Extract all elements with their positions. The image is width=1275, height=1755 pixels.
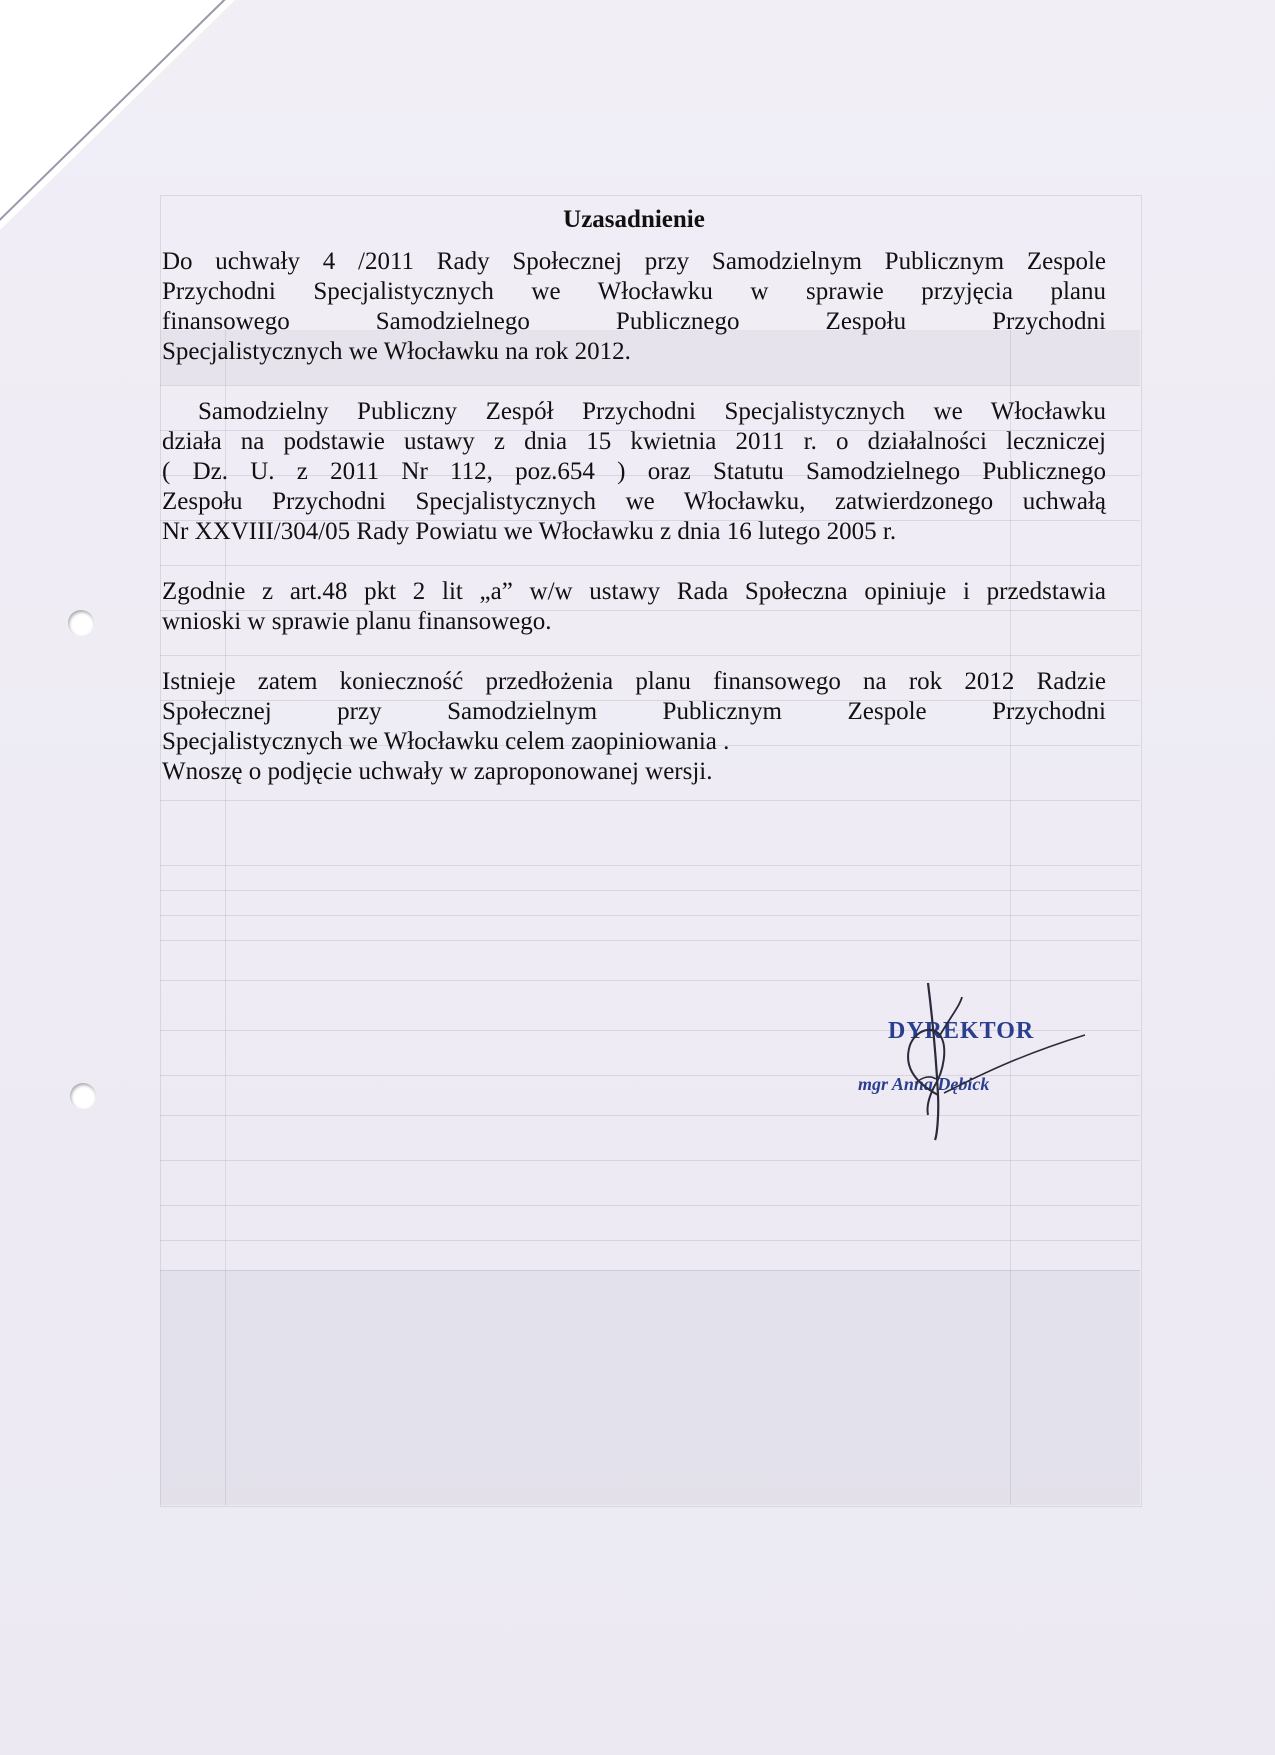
paragraph-gap [162, 367, 1106, 397]
bleed-through-row [160, 915, 1140, 916]
text-line: Wnoszę o podjęcie uchwały w zaproponowanej wersji. [162, 758, 713, 785]
punch-hole-bottom [70, 1083, 96, 1109]
text-line: Zgodnie z art.48 pkt 2 lit „a” w/w ustawy Rada Społeczna opiniuje i przedstawia [162, 578, 1106, 605]
bleed-through-row [160, 1205, 1140, 1206]
director-stamp-name: mgr Anna Dębick [858, 1074, 990, 1094]
bleed-through-footer-band [160, 1270, 1140, 1505]
document-body [162, 205, 1106, 787]
bleed-through-row [160, 890, 1140, 891]
bleed-through-row [160, 1240, 1140, 1241]
text-line: finansowego Samodzielnego Publicznego Zespołu Przychodni [162, 308, 1106, 335]
director-stamp-title: DYREKTOR [888, 1018, 1035, 1044]
paragraph-request [162, 667, 1106, 787]
bleed-through-row [160, 940, 1140, 941]
paragraph-legal-basis [162, 397, 1106, 547]
paragraph-resolution-reference [162, 247, 1106, 367]
text-line: wnioski w sprawie planu finansowego. [162, 608, 552, 635]
text-line: Przychodni Specjalistycznych we Włocławku w sprawie przyjęcia planu [162, 278, 1106, 305]
text-line: Nr XXVIII/304/05 Rady Powiatu we Włocławku z dnia 16 lutego 2005 r. [162, 518, 897, 545]
text-line: Specjalistycznych we Włocławku celem zaopiniowania . [162, 728, 730, 755]
bleed-through-row [160, 1270, 1140, 1271]
bleed-through-row [160, 800, 1140, 801]
paragraph-gap [162, 637, 1106, 667]
text-line: działa na podstawie ustawy z dnia 15 kwietnia 2011 r. o działalności leczniczej [162, 428, 1106, 455]
text-line: Do uchwały 4 /2011 Rady Społecznej przy Samodzielnym Publicznym Zespole [162, 248, 1106, 275]
text-line: Specjalistycznych we Włocławku na rok 2012. [162, 338, 631, 365]
text-line: Istnieje zatem konieczność przedłożenia planu finansowego na rok 2012 Radzie [162, 668, 1106, 695]
text-line: Społecznej przy Samodzielnym Publicznym Zespole Przychodni [162, 698, 1106, 725]
director-signature [840, 975, 1100, 1145]
bleed-through-row [160, 1160, 1140, 1161]
paragraph-gap [162, 547, 1106, 577]
text-line: Samodzielny Publiczny Zespół Przychodni Specjalistycznych we Włocławku [198, 398, 1106, 425]
text-line: Zespołu Przychodni Specjalistycznych we Włocławku, zatwierdzonego uchwałą [162, 488, 1106, 515]
text-line: ( Dz. U. z 2011 Nr 112, poz.654 ) oraz Statutu Samodzielnego Publicznego [162, 458, 1106, 485]
bleed-through-row [160, 865, 1140, 866]
paragraph-article-48 [162, 577, 1106, 637]
folded-corner [0, 0, 235, 230]
punch-hole-top [68, 610, 94, 636]
document-title: Uzasadnienie [563, 206, 705, 233]
